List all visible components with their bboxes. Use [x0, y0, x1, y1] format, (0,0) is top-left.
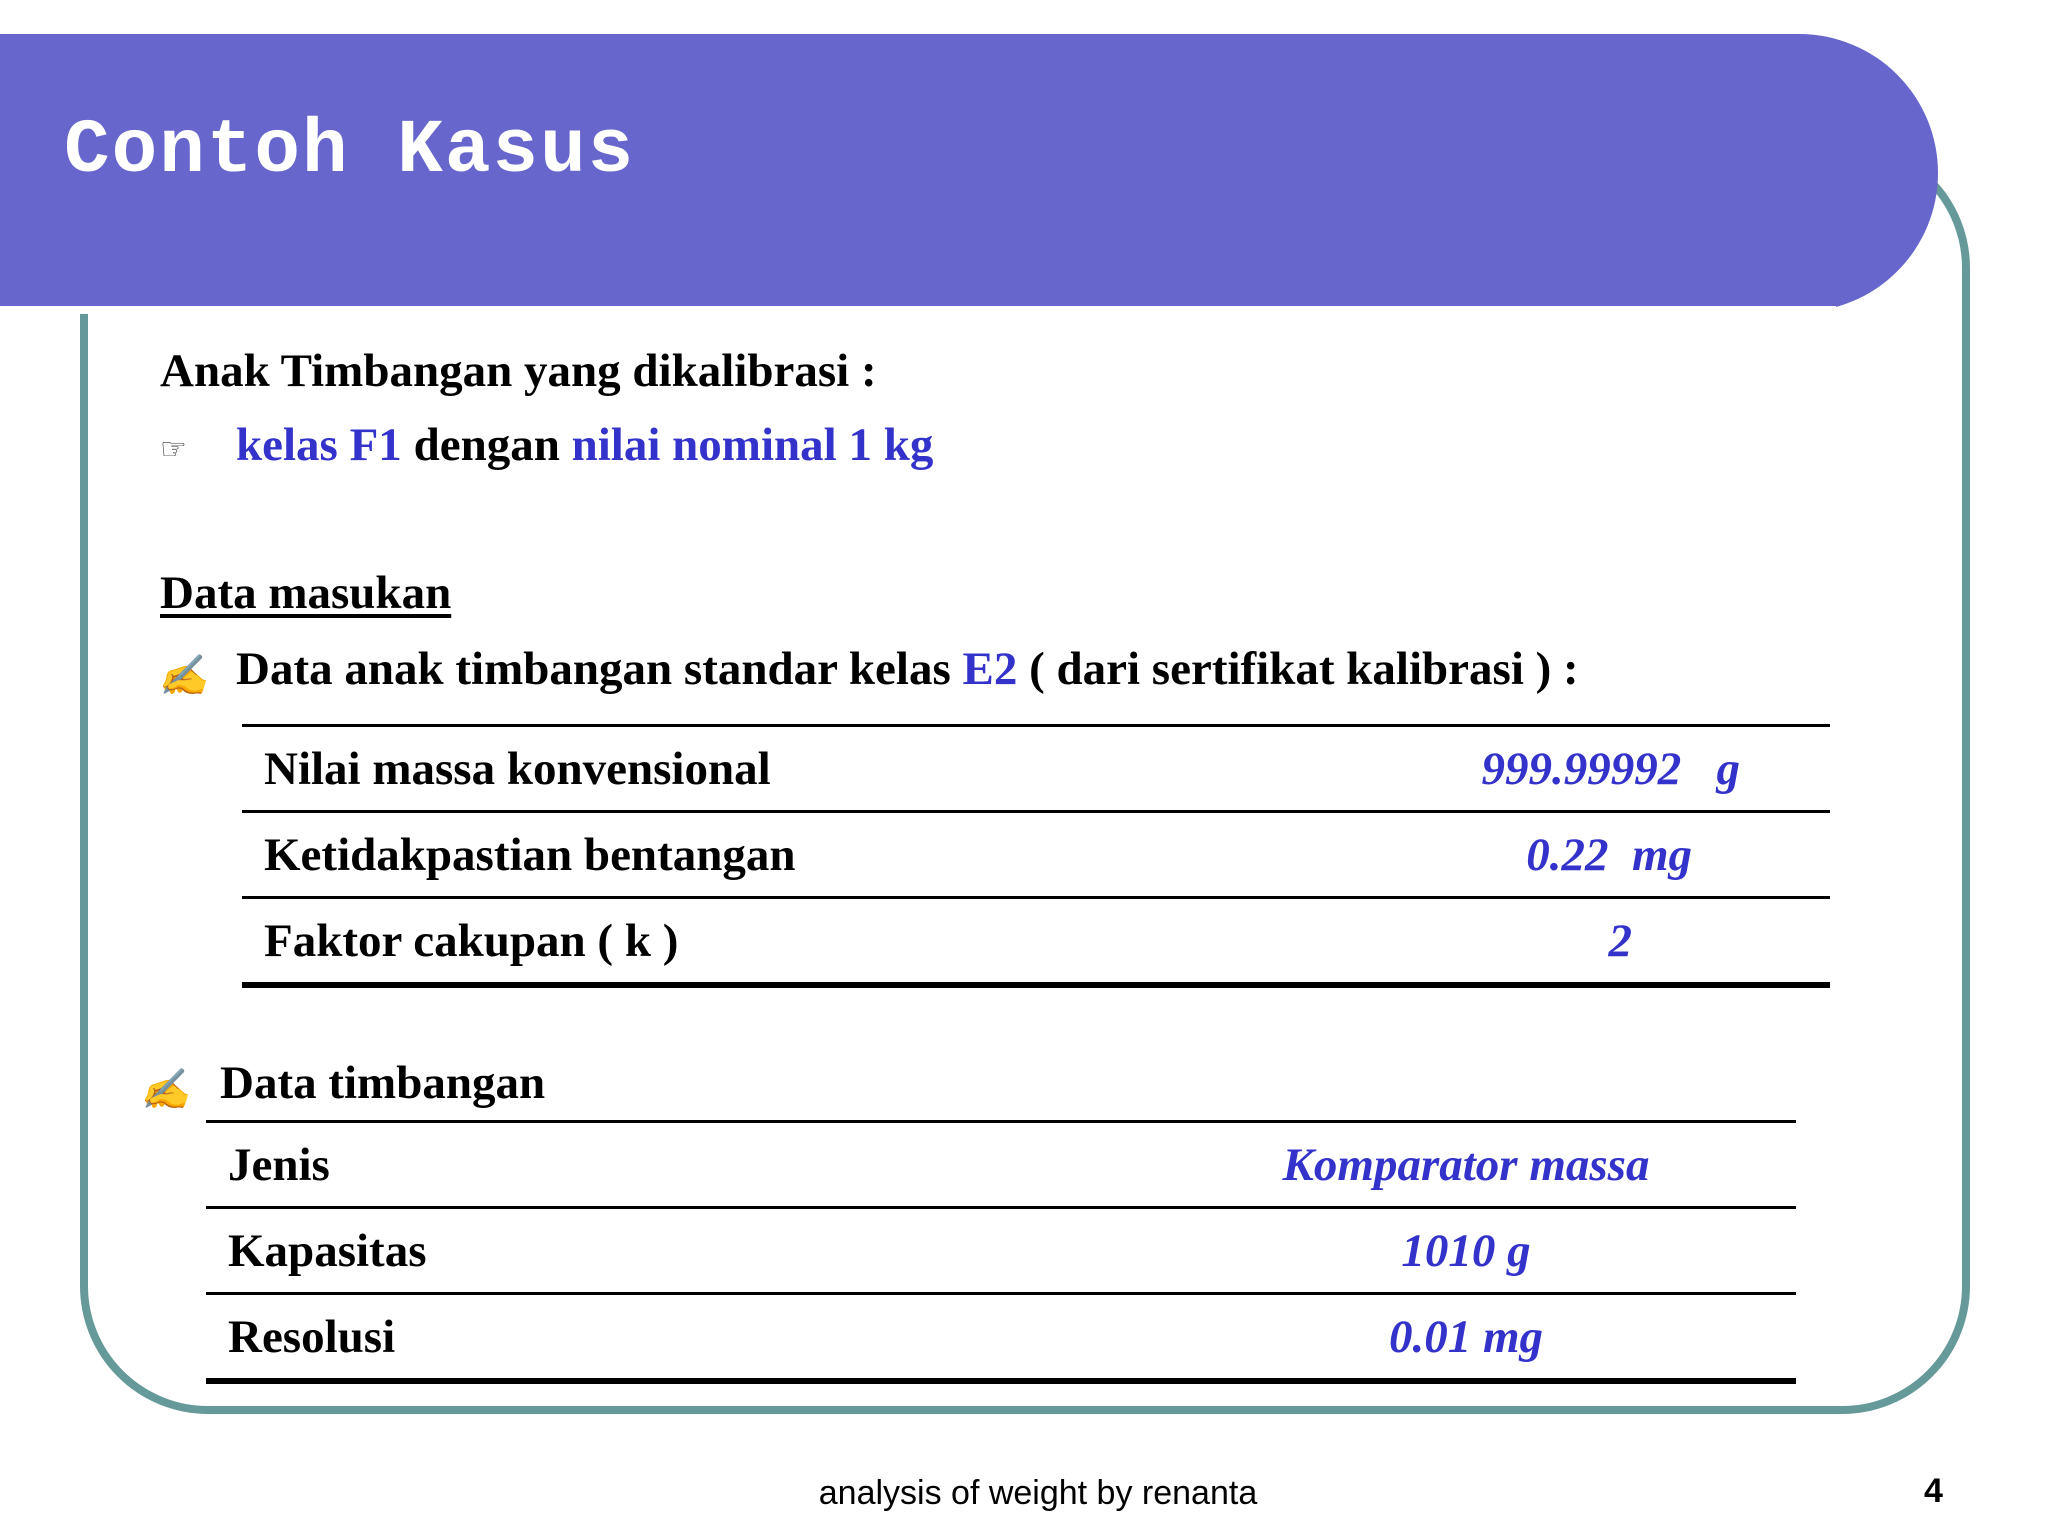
- table-row: [206, 1294, 1796, 1382]
- standard-table: [242, 724, 1830, 988]
- pointing-hand-icon: ☞: [160, 433, 187, 466]
- row-label: Kapasitas: [228, 1224, 427, 1277]
- page-number: 4: [1924, 1472, 1943, 1510]
- row-value: 0.01 mg: [1388, 1310, 1544, 1363]
- row-label: Jenis: [228, 1138, 330, 1191]
- table-row: [206, 1122, 1796, 1208]
- table-row: [242, 898, 1830, 986]
- standard-class: E2: [962, 643, 1018, 695]
- connector-text: dengan: [401, 419, 572, 471]
- row-label: Faktor cakupan ( k ): [264, 914, 679, 967]
- standard-label-text: Data anak timbangan standar kelas: [236, 643, 963, 695]
- input-heading: Data masukan: [160, 567, 452, 619]
- slide-title: Contoh Kasus: [64, 108, 636, 194]
- row-label: Nilai massa konvensional: [264, 742, 771, 795]
- row-label: Resolusi: [228, 1310, 396, 1363]
- class-value: kelas F1: [236, 419, 402, 471]
- standard-label: [236, 642, 1579, 696]
- row-value: 999.99992 g: [1481, 742, 1740, 795]
- standard-source: ( dari sertifikat kalibrasi ) :: [1017, 643, 1579, 695]
- row-label: Ketidakpastian bentangan: [264, 828, 796, 881]
- row-value: 1010 g: [1401, 1224, 1531, 1277]
- nominal-value: nilai nominal 1 kg: [571, 419, 934, 471]
- intro-bullet: [236, 418, 933, 472]
- title-underline: [0, 306, 1836, 314]
- row-value: Komparator massa: [1282, 1138, 1650, 1191]
- table-row: [242, 726, 1830, 812]
- footer-text: analysis of weight by renanta: [818, 1474, 1258, 1512]
- pen-icon: ✍: [158, 653, 208, 698]
- weighing-label: Data timbangan: [220, 1057, 546, 1109]
- weighing-table: [206, 1120, 1796, 1384]
- pen-icon: ✍: [140, 1067, 190, 1112]
- row-value: 2: [1608, 914, 1632, 967]
- intro-heading: Anak Timbangan yang dikalibrasi :: [160, 345, 877, 397]
- table-row: [242, 812, 1830, 898]
- row-value: 0.22 mg: [1526, 828, 1692, 881]
- table-row: [206, 1208, 1796, 1294]
